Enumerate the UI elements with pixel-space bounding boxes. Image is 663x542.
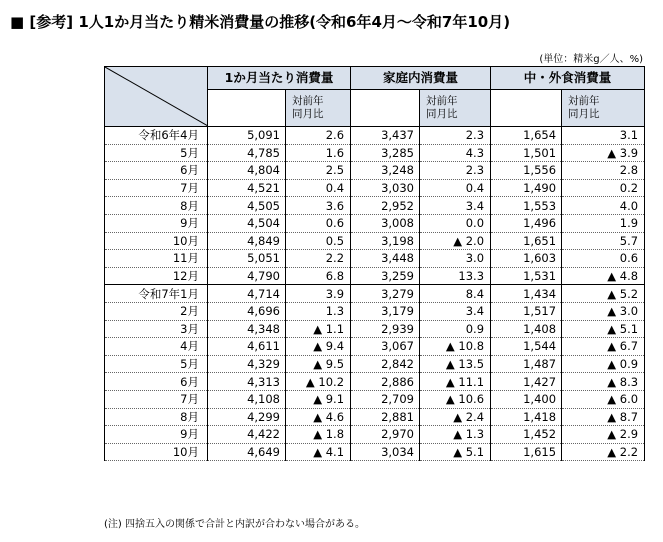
monthly-ratio: 1.6 [286,144,351,162]
home-ratio: ▲ 2.4 [420,408,491,426]
home-ratio: 3.4 [420,302,491,320]
outside-value: 1,517 [491,302,562,320]
table-row [105,250,645,268]
monthly-value: 4,348 [208,320,286,338]
table-row [105,355,645,373]
footnote: (注) 四捨五入の関係で合計と内訳が合わない場合がある。 [104,519,365,530]
outside-ratio: ▲ 3.9 [562,144,645,162]
home-ratio: 3.4 [420,197,491,215]
table-row [105,144,645,162]
table-body [105,127,645,461]
monthly-ratio: 2.2 [286,250,351,268]
header-monthly-value [208,90,286,127]
row-label: 6月 [105,162,208,180]
monthly-value: 5,091 [208,127,286,145]
table-row [105,214,645,232]
row-label: 4月 [105,338,208,356]
ratio-label: 対前年 同月比 [568,95,600,120]
home-value: 3,030 [351,179,420,197]
outside-ratio: ▲ 8.3 [562,373,645,391]
table-row [105,127,645,145]
monthly-ratio: ▲ 4.6 [286,408,351,426]
outside-ratio: 0.6 [562,250,645,268]
row-label: 5月 [105,144,208,162]
monthly-value: 4,649 [208,443,286,461]
home-value: 2,939 [351,320,420,338]
row-label: 12月 [105,267,208,285]
outside-ratio: 4.0 [562,197,645,215]
monthly-ratio: 3.6 [286,197,351,215]
header-monthly-ratio [286,90,351,127]
home-ratio: ▲ 5.1 [420,443,491,461]
outside-ratio: 3.1 [562,127,645,145]
row-label: 11月 [105,250,208,268]
home-value: 2,970 [351,426,420,444]
home-value: 3,448 [351,250,420,268]
table-row [105,162,645,180]
page-title: ■ [参考] 1人1か月当たり精米消費量の推移(令和6年4月～令和7年10月) [10,13,511,31]
outside-value: 1,531 [491,267,562,285]
table-row [105,302,645,320]
monthly-value: 4,422 [208,426,286,444]
outside-value: 1,487 [491,355,562,373]
monthly-ratio: ▲ 10.2 [286,373,351,391]
home-value: 3,285 [351,144,420,162]
home-value: 2,952 [351,197,420,215]
home-ratio: ▲ 2.0 [420,232,491,250]
monthly-value: 4,804 [208,162,286,180]
diagonal-line [105,67,208,126]
outside-value: 1,452 [491,426,562,444]
row-label: 9月 [105,214,208,232]
outside-value: 1,603 [491,250,562,268]
monthly-value: 4,299 [208,408,286,426]
monthly-value: 4,329 [208,355,286,373]
home-value: 3,198 [351,232,420,250]
unit-note: (単位：精米g／人、%) [539,54,643,65]
table-row [105,197,645,215]
monthly-value: 4,611 [208,338,286,356]
outside-ratio: ▲ 2.2 [562,443,645,461]
monthly-ratio: ▲ 4.1 [286,443,351,461]
monthly-value: 4,108 [208,390,286,408]
table-row [105,408,645,426]
outside-ratio: ▲ 8.7 [562,408,645,426]
monthly-ratio: ▲ 9.5 [286,355,351,373]
rice-consumption-table [104,66,645,461]
home-value: 2,881 [351,408,420,426]
outside-ratio: 0.2 [562,179,645,197]
home-value: 2,886 [351,373,420,391]
home-value: 3,437 [351,127,420,145]
row-label: 3月 [105,320,208,338]
home-ratio: 13.3 [420,267,491,285]
table-row [105,338,645,356]
monthly-value: 4,696 [208,302,286,320]
monthly-value: 4,504 [208,214,286,232]
home-value: 3,179 [351,302,420,320]
outside-ratio: ▲ 2.9 [562,426,645,444]
row-label: 6月 [105,373,208,391]
outside-ratio: 5.7 [562,232,645,250]
monthly-ratio: 0.6 [286,214,351,232]
outside-value: 1,400 [491,390,562,408]
row-label: 令和7年1月 [105,285,208,303]
outside-ratio: ▲ 6.7 [562,338,645,356]
monthly-ratio: 2.5 [286,162,351,180]
monthly-value: 4,785 [208,144,286,162]
monthly-value: 5,051 [208,250,286,268]
home-ratio: 4.3 [420,144,491,162]
table-row [105,285,645,303]
row-label: 8月 [105,197,208,215]
outside-value: 1,496 [491,214,562,232]
table-row [105,426,645,444]
monthly-ratio: ▲ 9.4 [286,338,351,356]
home-value: 3,008 [351,214,420,232]
outside-value: 1,615 [491,443,562,461]
row-label: 5月 [105,355,208,373]
header-outside-value [491,90,562,127]
outside-value: 1,651 [491,232,562,250]
home-ratio: ▲ 1.3 [420,426,491,444]
home-ratio: ▲ 10.6 [420,390,491,408]
outside-value: 1,408 [491,320,562,338]
outside-value: 1,654 [491,127,562,145]
monthly-value: 4,521 [208,179,286,197]
table-row [105,443,645,461]
row-label: 7月 [105,179,208,197]
outside-value: 1,544 [491,338,562,356]
outside-value: 1,556 [491,162,562,180]
outside-ratio: ▲ 5.1 [562,320,645,338]
corner-cell [105,67,208,127]
monthly-value: 4,849 [208,232,286,250]
row-label: 10月 [105,232,208,250]
header-outside: 中・外食消費量 [491,67,645,90]
monthly-ratio: 0.5 [286,232,351,250]
outside-ratio: ▲ 6.0 [562,390,645,408]
header-home-ratio [420,90,491,127]
monthly-ratio: 1.3 [286,302,351,320]
home-ratio: 0.0 [420,214,491,232]
monthly-value: 4,313 [208,373,286,391]
home-ratio: 0.4 [420,179,491,197]
monthly-value: 4,790 [208,267,286,285]
home-ratio: ▲ 11.1 [420,373,491,391]
outside-ratio: ▲ 4.8 [562,267,645,285]
monthly-ratio: 2.6 [286,127,351,145]
outside-value: 1,553 [491,197,562,215]
row-label: 10月 [105,443,208,461]
table-row [105,267,645,285]
outside-ratio: ▲ 0.9 [562,355,645,373]
outside-ratio: ▲ 3.0 [562,302,645,320]
ratio-label: 対前年 同月比 [292,95,324,120]
table-row [105,373,645,391]
home-value: 3,279 [351,285,420,303]
ratio-label: 対前年 同月比 [426,95,458,120]
header-home: 家庭内消費量 [351,67,491,90]
row-label: 8月 [105,408,208,426]
table-row [105,179,645,197]
monthly-ratio: 0.4 [286,179,351,197]
monthly-ratio: ▲ 1.1 [286,320,351,338]
home-ratio: ▲ 13.5 [420,355,491,373]
header-home-value [351,90,420,127]
monthly-ratio: ▲ 9.1 [286,390,351,408]
monthly-ratio: 6.8 [286,267,351,285]
outside-ratio: 2.8 [562,162,645,180]
home-value: 2,842 [351,355,420,373]
row-label: 9月 [105,426,208,444]
home-ratio: 8.4 [420,285,491,303]
home-ratio: 3.0 [420,250,491,268]
table-row [105,320,645,338]
outside-value: 1,427 [491,373,562,391]
monthly-ratio: 3.9 [286,285,351,303]
outside-ratio: 1.9 [562,214,645,232]
outside-value: 1,490 [491,179,562,197]
home-ratio: 0.9 [420,320,491,338]
outside-ratio: ▲ 5.2 [562,285,645,303]
row-label: 7月 [105,390,208,408]
outside-value: 1,418 [491,408,562,426]
home-value: 2,709 [351,390,420,408]
outside-value: 1,501 [491,144,562,162]
table-row [105,232,645,250]
home-value: 3,259 [351,267,420,285]
home-value: 3,034 [351,443,420,461]
monthly-ratio: ▲ 1.8 [286,426,351,444]
monthly-value: 4,714 [208,285,286,303]
row-label: 2月 [105,302,208,320]
home-ratio: 2.3 [420,162,491,180]
home-value: 3,067 [351,338,420,356]
header-monthly: 1か月当たり消費量 [208,67,351,90]
home-ratio: ▲ 10.8 [420,338,491,356]
outside-value: 1,434 [491,285,562,303]
table-row [105,390,645,408]
row-label: 令和6年4月 [105,127,208,145]
monthly-value: 4,505 [208,197,286,215]
header-outside-ratio [562,90,645,127]
home-ratio: 2.3 [420,127,491,145]
home-value: 3,248 [351,162,420,180]
